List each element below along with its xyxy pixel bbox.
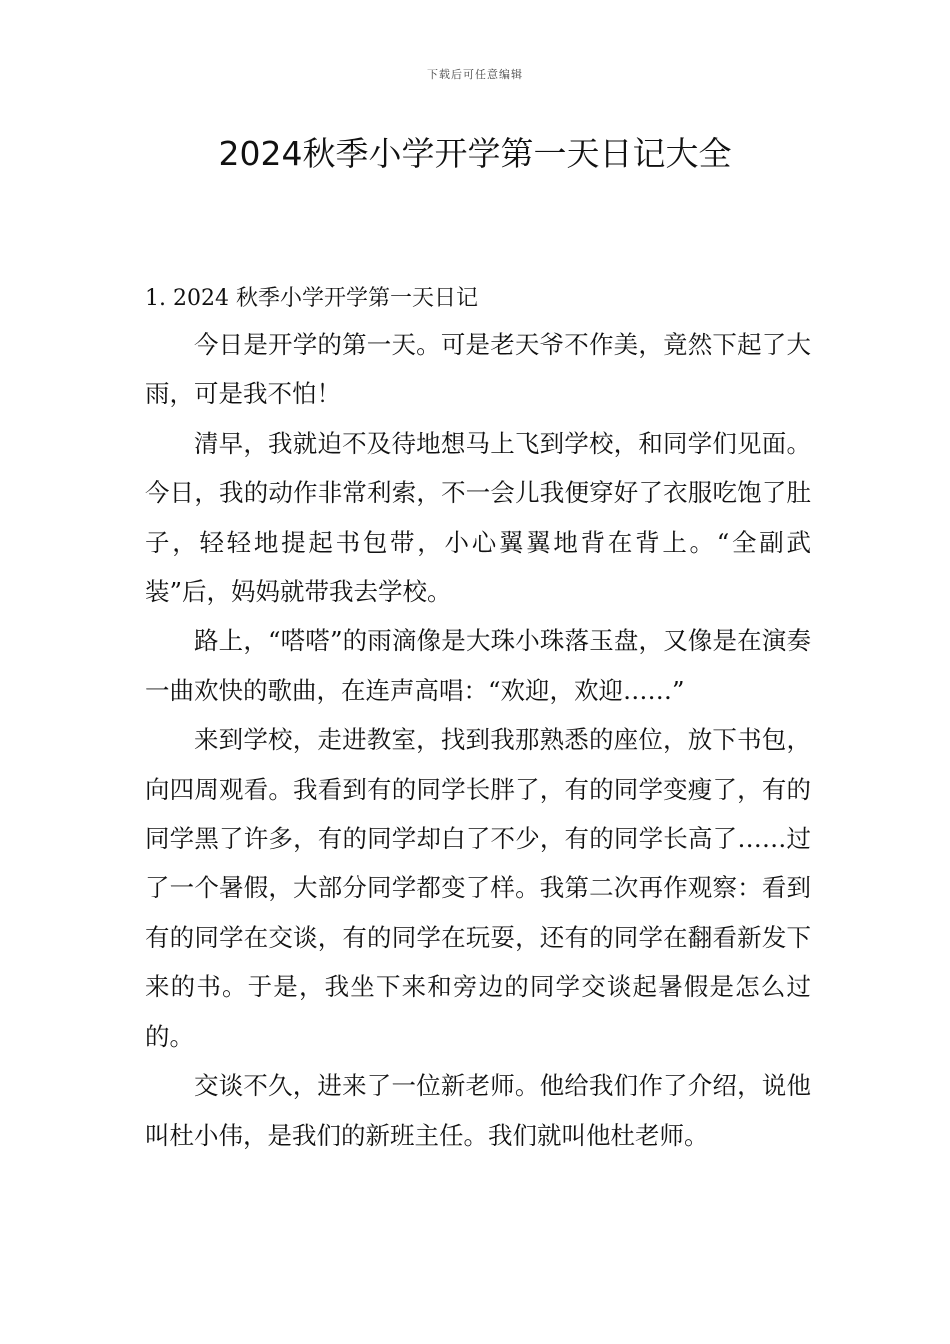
section-title: 1. 2024 秋季小学开学第一天日记: [145, 286, 478, 311]
paragraph: 交谈不久，进来了一位新老师。他给我们作了介绍，说他叫杜小伟，是我们的新班主任。我们就叫他杜老师。: [145, 1071, 811, 1150]
paragraph: 来到学校，走进教室，找到我那熟悉的座位，放下书包，向四周观看。我看到有的同学长胖了，有的同学变瘦了，有的同学黑了许多，有的同学却白了不少，有的同学长高了……过了一个暑假，大部分同学都变了样。我第二次再作观察：看到有的同学在交谈，有的同学在玩耍，还有的同学在翻看新发下来的书。于是，我坐下来和旁边的同学交谈起暑假是怎么过的。: [145, 725, 811, 1051]
header-note: 下载后可任意编辑: [427, 68, 523, 81]
paragraph: 清早，我就迫不及待地想马上飞到学校，和同学们见面。今日，我的动作非常利索，不一会儿我便穿好了衣服吃饱了肚子，轻轻地提起书包带，小心翼翼地背在背上。“全副武装”后，妈妈就带我去学校。: [145, 428, 811, 607]
paragraph: 今日是开学的第一天。可是老天爷不作美，竟然下起了大雨，可是我不怕！: [145, 330, 811, 409]
paragraph: 路上，“嗒嗒”的雨滴像是大珠小珠落玉盘，又像是在演奏一曲欢快的歌曲，在连声高唱：“欢迎，欢迎……”: [145, 626, 811, 705]
document-title: 2024秋季小学开学第一天日记大全: [218, 134, 732, 173]
document-body: [145, 280, 811, 1160]
